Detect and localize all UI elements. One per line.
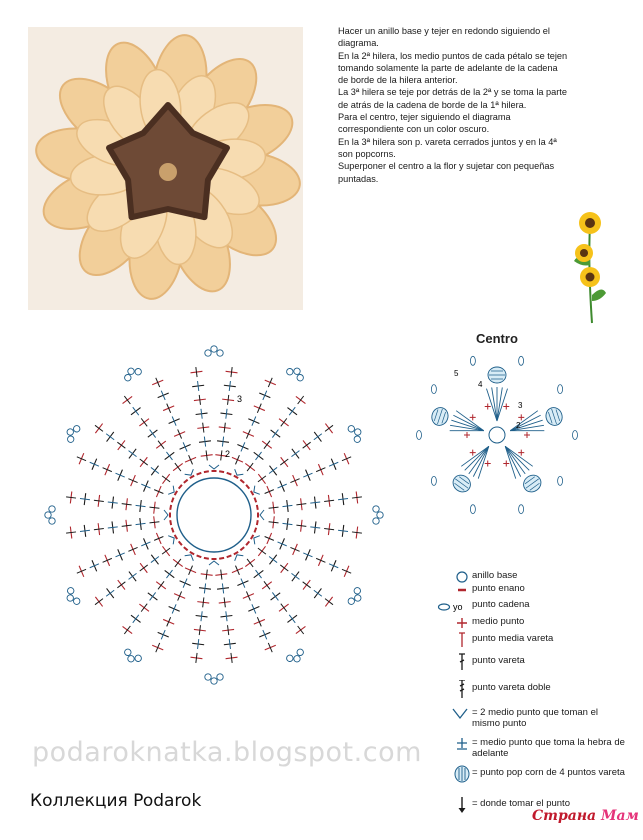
- site-logo-part1: Страна: [532, 808, 601, 824]
- legend-label: anillo base: [472, 570, 518, 581]
- diagram-petal: [242, 410, 373, 513]
- chain-loop: [217, 674, 223, 680]
- diagram-petal: [109, 543, 212, 674]
- stitch-post: [228, 625, 229, 635]
- stitch-post: [338, 530, 348, 531]
- stitch-post: [204, 437, 205, 447]
- slip-stitch-mark: [227, 555, 232, 557]
- stitch-post: [272, 430, 278, 438]
- cluster-post: [469, 446, 489, 474]
- chain-loop: [66, 586, 75, 595]
- slip-stitch-mark: [197, 555, 202, 557]
- legend-item-fsc: [436, 735, 626, 759]
- stitch-post: [175, 559, 181, 567]
- centro-sc: [518, 414, 524, 420]
- v-mark: [260, 510, 264, 520]
- stitch-post: [325, 599, 333, 605]
- stitch-post: [247, 559, 253, 567]
- diagram-petal: [216, 356, 319, 487]
- slip-stitch-mark: [257, 505, 258, 510]
- single-crochet-icon: [436, 614, 472, 632]
- stitch-post: [256, 452, 262, 460]
- stitch-post: [199, 625, 200, 635]
- slip-stitch-mark: [254, 498, 256, 503]
- v-mark: [209, 465, 219, 469]
- chain-loop: [49, 506, 55, 512]
- v-mark: [209, 561, 219, 565]
- centro-ring: [489, 427, 505, 443]
- treble-crochet-icon: [436, 680, 472, 698]
- stitch-post: [289, 407, 295, 415]
- stitch-post: [258, 476, 266, 482]
- slip-stitch-mark: [204, 471, 209, 472]
- stitch-post: [298, 396, 304, 404]
- slip-stitch-mark: [172, 528, 174, 533]
- chain-loop: [211, 346, 217, 352]
- collection-caption: Коллекция Podarok: [30, 791, 202, 811]
- diagram-petal: [55, 410, 186, 513]
- instruction-6: Superponer el centro a la flor y sujetar con pequeñas puntadas.: [338, 161, 555, 184]
- cluster-post: [451, 420, 483, 431]
- diagram-petal: [190, 561, 238, 684]
- centro-label-5: 5: [454, 369, 459, 378]
- stitch-post: [133, 615, 139, 623]
- chain-loop: [353, 435, 362, 444]
- stitch-post: [247, 463, 253, 471]
- v-stitch-icon: [436, 705, 472, 723]
- instruction-2: En la 2ª hilera, los medio puntos de cada pétalo se tejen tomando solamente la parte de adelante de la cadena de borde de la hilera anterior.: [338, 50, 568, 86]
- stitch-post: [204, 583, 205, 593]
- centro-sc: [503, 403, 509, 409]
- slip-stitch-mark: [219, 558, 224, 559]
- legend-item-sc: [436, 614, 524, 632]
- centro-spoke: [449, 440, 498, 496]
- stitch-post: [206, 570, 207, 580]
- stitch-post: [203, 423, 204, 433]
- slip-stitch-mark: [251, 491, 254, 495]
- stitch-post: [140, 459, 148, 465]
- stitch-post: [133, 407, 139, 415]
- stitch-post: [298, 626, 304, 634]
- slip-stitch-mark: [170, 520, 171, 525]
- stitch-post: [158, 441, 164, 449]
- stitch-post: [231, 367, 232, 377]
- stitch-post: [206, 450, 207, 460]
- centro-chain: [417, 431, 422, 440]
- slip-stitch-mark: [175, 491, 178, 495]
- legend-label: punto cadena: [472, 599, 530, 610]
- diagram-petal: [45, 491, 168, 539]
- centro-label-2: 2: [516, 421, 521, 430]
- base-ring: [177, 478, 251, 552]
- stitch-post: [124, 396, 130, 404]
- stitch-post: [198, 381, 199, 391]
- stitch-post: [291, 573, 299, 579]
- stitch-post: [258, 548, 266, 554]
- centro-chain: [573, 431, 578, 440]
- slip-stitch-mark: [197, 473, 202, 475]
- stitch-post: [95, 425, 103, 431]
- centro-spoke: [429, 404, 487, 441]
- stitch-post: [269, 467, 277, 473]
- stitch-post: [256, 570, 262, 578]
- stitch-post: [264, 441, 270, 449]
- chain-prefix: yo: [453, 602, 463, 612]
- stitch-post: [94, 529, 104, 530]
- stitch-post: [352, 532, 362, 533]
- stitch-post: [296, 525, 306, 526]
- diagram-petal: [242, 517, 373, 620]
- centro-sc: [470, 414, 476, 420]
- chain-loop: [285, 367, 294, 376]
- photo-center-hole: [159, 163, 177, 181]
- stitch-post: [175, 463, 181, 471]
- stitch-post: [80, 530, 90, 531]
- chain-loop: [217, 350, 223, 356]
- stitch-post: [281, 604, 287, 612]
- stitch-post: [324, 529, 334, 530]
- stitch-post: [162, 548, 170, 554]
- stitch-post: [203, 597, 204, 607]
- legend-item-v: [436, 705, 626, 729]
- stitch-post: [149, 507, 159, 508]
- stitch-post: [66, 532, 76, 533]
- centro-chain: [470, 505, 475, 514]
- site-logo: [532, 808, 639, 824]
- stitch-post: [264, 581, 270, 589]
- double-crochet-icon: [436, 653, 472, 671]
- stitch-post: [150, 592, 156, 600]
- chain-loop: [45, 512, 51, 518]
- stitch-post: [282, 523, 292, 524]
- legend-label: punto vareta doble: [472, 682, 551, 693]
- cluster-post: [492, 387, 497, 421]
- chain-loop: [285, 654, 294, 663]
- popcorn-icon: [436, 765, 472, 783]
- slip-stitch-mark: [190, 476, 194, 479]
- instructions-text: [338, 25, 568, 185]
- slip-stitch-mark: [246, 485, 249, 489]
- slip-stitch-mark: [227, 473, 232, 475]
- stitch-post: [229, 381, 230, 391]
- stitch-post: [224, 423, 225, 433]
- stitch-post: [325, 425, 333, 431]
- slip-stitch-mark: [184, 547, 188, 550]
- stitch-post: [226, 409, 227, 419]
- stitch-post: [106, 590, 114, 596]
- centro-sc: [470, 450, 476, 456]
- half-double-crochet-icon: [436, 631, 472, 649]
- front-loop-sc-icon: [436, 735, 472, 753]
- stitch-post: [136, 505, 146, 506]
- slip-stitch-mark: [179, 541, 182, 545]
- stitch-post: [296, 504, 306, 505]
- site-logo-part2: Мам: [600, 808, 639, 824]
- sunflower-icon: [560, 205, 615, 325]
- slip-stitch-mark: [204, 558, 209, 559]
- diagram-petal: [55, 517, 186, 620]
- legend-label: = medio punto que toma la hebra de adelante: [472, 737, 625, 759]
- legend-label: = punto pop corn de 4 puntos vareta: [472, 767, 625, 778]
- chain-loop: [66, 435, 75, 444]
- slip-stitch-mark: [172, 498, 174, 503]
- cluster-post: [507, 411, 541, 431]
- legend-item-popcorn: [436, 765, 625, 783]
- watermark-text: podaroknatka.blogspot.com: [32, 737, 422, 768]
- stitch-post: [222, 437, 223, 447]
- chain-loop: [373, 506, 379, 512]
- stitch-post: [310, 502, 320, 503]
- instruction-4: Para el centro, tejer siguiendo el diagrama correspondiente con un color oscuro.: [338, 112, 511, 135]
- stitch-post: [94, 500, 104, 501]
- cluster-post: [461, 440, 489, 472]
- stitch-post: [129, 573, 137, 579]
- stitch-post: [272, 592, 278, 600]
- main-crochet-diagram: [20, 330, 420, 700]
- cluster-post: [497, 387, 502, 421]
- centro-sc: [485, 403, 491, 409]
- legend-label: punto vareta: [472, 655, 525, 666]
- legend-label: medio punto: [472, 616, 525, 627]
- stitch-post: [289, 615, 295, 623]
- stitch-post: [199, 395, 200, 405]
- stitch-post: [117, 442, 125, 448]
- centro-chain: [431, 476, 436, 485]
- slip-stitch-mark: [175, 535, 178, 539]
- slip-stitch-mark: [251, 535, 254, 539]
- stitch-post: [269, 557, 277, 563]
- stitch-post: [196, 367, 197, 377]
- stitch-post: [66, 497, 76, 498]
- slip-stitch-mark: [219, 471, 224, 472]
- main-diagram-drawing: [20, 330, 420, 700]
- stitch-post: [338, 499, 348, 500]
- stitch-post: [291, 451, 299, 457]
- stitch-post: [136, 523, 146, 524]
- stitch-post: [108, 527, 118, 528]
- stitch-post: [269, 507, 279, 508]
- stitch-post: [221, 450, 222, 460]
- stitch-post: [280, 459, 288, 465]
- main-label-3: 3: [237, 394, 243, 404]
- centro-sc: [518, 450, 524, 456]
- chain-loop: [373, 518, 379, 524]
- chain-loop: [205, 350, 211, 356]
- stitch-post: [269, 522, 279, 523]
- stitch-post: [162, 476, 170, 482]
- stitch-post: [303, 582, 311, 588]
- stitch-post: [80, 499, 90, 500]
- stitch-post: [228, 395, 229, 405]
- stitch-post: [281, 418, 287, 426]
- centro-sc: [503, 461, 509, 467]
- stitch-post: [149, 522, 159, 523]
- slip-stitch-mark: [234, 476, 238, 479]
- chain-stitch-icon: [436, 597, 472, 615]
- legend-item-hdc: [436, 631, 553, 649]
- legend-label: punto media vareta: [472, 633, 554, 644]
- chain-loop: [134, 654, 143, 663]
- stitch-post: [166, 570, 172, 578]
- stitch-post: [226, 611, 227, 621]
- stitch-post: [303, 442, 311, 448]
- slip-stitch-mark: [240, 547, 244, 550]
- centro-title: Centro: [476, 331, 518, 346]
- stitch-post: [150, 430, 156, 438]
- stitch-post: [310, 527, 320, 528]
- slip-stitch-mark: [234, 552, 238, 555]
- stitch-post: [129, 451, 137, 457]
- cluster-post: [505, 446, 525, 474]
- stitch-post: [314, 434, 322, 440]
- stitch-post: [352, 497, 362, 498]
- instruction-3: La 3ª hilera se teje por detrás de la 2ª y se toma la parte de atrás de la cadena de borde de la 1ª hilera.: [338, 87, 567, 110]
- stitch-post: [158, 581, 164, 589]
- stitch-post: [166, 452, 172, 460]
- cluster-post: [505, 440, 533, 472]
- diagram-petal: [260, 491, 383, 539]
- stitch-post: [201, 409, 202, 419]
- chain-loop: [377, 512, 383, 518]
- centro-chain: [470, 356, 475, 365]
- stitch-post: [280, 565, 288, 571]
- stitch-post: [141, 418, 147, 426]
- chain-loop: [211, 678, 217, 684]
- slip-stitch-mark: [257, 520, 258, 525]
- arrow-down-icon: [436, 796, 472, 814]
- slip-stitch-mark: [184, 480, 188, 483]
- stitch-post: [117, 582, 125, 588]
- stitch-post: [314, 590, 322, 596]
- centro-crochet-diagram: [412, 350, 582, 525]
- flower-photo-drawing: [28, 27, 303, 310]
- legend-label: punto enano: [472, 583, 525, 594]
- instruction-5: En la 3ª hilera son p. vareta cerrados juntos y en la 4ª son popcorns.: [338, 136, 557, 159]
- legend-item-dc: [436, 653, 525, 671]
- slip-stitch-mark: [246, 541, 249, 545]
- legend-label: = donde tomar el punto: [472, 798, 570, 809]
- stitch-post: [198, 639, 199, 649]
- centro-chain: [431, 385, 436, 394]
- centro-chain: [519, 505, 524, 514]
- main-label-2: 2: [225, 449, 231, 459]
- stitch-post: [106, 434, 114, 440]
- stitch-post: [324, 500, 334, 501]
- slip-stitch-mark: [240, 480, 244, 483]
- centro-spoke: [486, 367, 507, 421]
- legend-item-tr: [436, 680, 551, 698]
- stitch-post: [222, 583, 223, 593]
- centro-diagram-drawing: [412, 350, 582, 525]
- diagram-petal: [190, 346, 238, 469]
- diagram-petal: [216, 543, 319, 674]
- stitch-post: [140, 565, 148, 571]
- slip-stitch-mark: [190, 552, 194, 555]
- chain-loop: [49, 518, 55, 524]
- stitch-post: [282, 505, 292, 506]
- stitch-post: [108, 502, 118, 503]
- centro-chain: [558, 476, 563, 485]
- stitch-post: [196, 653, 197, 663]
- stitch-post: [224, 597, 225, 607]
- flower-photo: [28, 27, 303, 310]
- centro-chain: [519, 356, 524, 365]
- chain-loop: [205, 674, 211, 680]
- slip-stitch-mark: [170, 505, 171, 510]
- sunflower-decoration: [560, 205, 615, 325]
- legend-item-chain: [436, 597, 530, 615]
- stitch-post: [231, 653, 232, 663]
- stitch-post: [221, 570, 222, 580]
- v-mark: [164, 510, 168, 520]
- stitch-post: [229, 639, 230, 649]
- chain-loop: [353, 586, 362, 595]
- centro-spoke: [497, 440, 546, 496]
- stitch-post: [201, 611, 202, 621]
- centro-chain: [558, 385, 563, 394]
- instruction-1: Hacer un anillo base y tejer en redondo siguiendo el diagrama.: [338, 26, 550, 49]
- stitch-post: [122, 504, 132, 505]
- cluster-post: [453, 411, 487, 431]
- stitch-post: [141, 604, 147, 612]
- centro-sc: [464, 432, 470, 438]
- diagram-petal: [109, 356, 212, 487]
- stitch-post: [151, 557, 159, 563]
- chain-loop: [134, 367, 143, 376]
- legend-label: = 2 medio punto que toman el mismo punto: [472, 707, 598, 729]
- slip-stitch-mark: [254, 528, 256, 533]
- stitch-post: [124, 626, 130, 634]
- stitch-post: [122, 525, 132, 526]
- stitch-post: [151, 467, 159, 473]
- centro-label-3: 3: [518, 401, 523, 410]
- stitch-post: [95, 599, 103, 605]
- centro-sc: [524, 432, 530, 438]
- centro-label-4: 4: [478, 380, 483, 389]
- centro-sc: [485, 461, 491, 467]
- slip-stitch-mark: [179, 485, 182, 489]
